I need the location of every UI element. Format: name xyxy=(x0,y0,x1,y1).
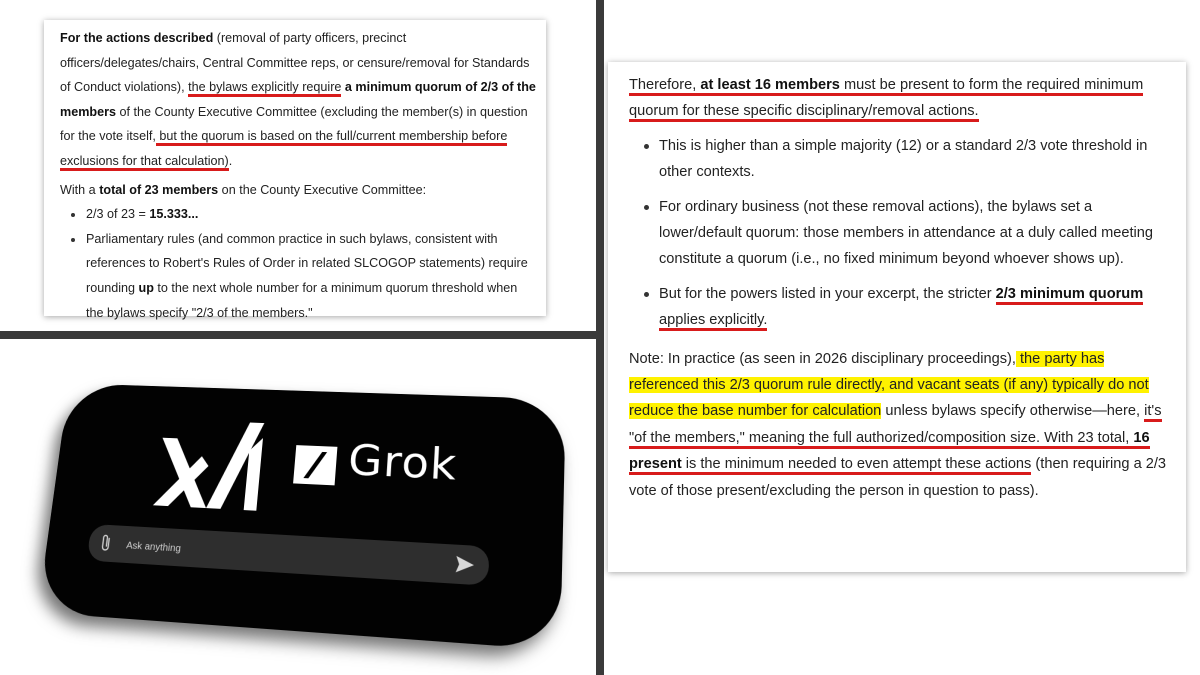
text-run: but the quorum is based on the full/current membership before exclusions for that calculation) xyxy=(60,129,507,171)
list-item xyxy=(629,133,1177,186)
horizontal-divider xyxy=(0,331,598,339)
ask-bar[interactable] xyxy=(87,524,490,586)
send-icon[interactable] xyxy=(456,556,475,574)
conclusion-paragraph xyxy=(629,72,1177,125)
text-run: But for the powers listed in your excerpt, the stricter xyxy=(659,285,996,302)
paperclip-icon[interactable] xyxy=(99,533,113,553)
text-run: it's "of the members," meaning the full authorized/composition size. With 23 total, xyxy=(629,403,1162,448)
total-members-paragraph xyxy=(60,178,538,203)
text-run: Therefore, xyxy=(629,77,700,96)
text-run: the bylaws explicitly require xyxy=(188,80,341,97)
text-run: is the minimum needed to even attempt these actions xyxy=(682,456,1032,475)
quorum-rule-paragraph xyxy=(60,26,538,174)
text-run: 2/3 minimum quorum xyxy=(996,286,1144,305)
text-run: Note: In practice (as seen in 2026 disciplinary proceedings), xyxy=(629,350,1016,367)
list-item xyxy=(629,281,1177,334)
ask-input[interactable] xyxy=(123,535,436,576)
grok-wordmark: Grok xyxy=(346,435,459,491)
text-run: This is higher than a simple majority (12) or a standard 2/3 vote threshold in other contexts. xyxy=(659,137,1148,181)
xai-logo-icon xyxy=(153,419,276,511)
text-run: . xyxy=(228,153,233,168)
list-item xyxy=(60,227,538,325)
grok-logo-icon xyxy=(293,445,337,485)
text-run: of the County Executive Committee (excluding the member(s) in question for the vote itself, xyxy=(60,104,528,144)
text-run: the party has referenced this 2/3 quorum rule directly, and vacant seats (if any) typically do not reduce the base number for calculation xyxy=(629,350,1149,420)
text-run: applies explicitly. xyxy=(659,312,767,331)
text-run: Parliamentary rules (and common practice in such bylaws, consistent with references to Robert's Rules of Order in related SLCOGOP statements) require rounding xyxy=(86,231,528,295)
grok-branding-card xyxy=(37,383,565,650)
list-item xyxy=(629,194,1177,273)
text-run: must be present to form the required minimum quorum for these specific disciplinary/removal actions. xyxy=(629,77,1143,122)
list-item xyxy=(60,202,538,227)
text-run: total of 23 members xyxy=(99,182,219,197)
text-run: (then requiring a 2/3 vote of those present/excluding the person in question to pass). xyxy=(629,456,1167,499)
text-run: For ordinary business (not these removal actions), the bylaws set a lower/default quorum: those members in attendance at a duly called meeting constitute a quorum (i.e., no fixed minimum beyond whoever shows up). xyxy=(659,198,1154,268)
note-paragraph xyxy=(629,346,1177,504)
conclusion-list xyxy=(629,133,1177,334)
text-run: 2/3 of 23 = xyxy=(86,207,150,222)
text-run: up xyxy=(138,280,154,295)
text-run: 16 present xyxy=(629,430,1150,475)
text-run: on the County Executive Committee: xyxy=(218,182,427,197)
text-run: 15.333... xyxy=(149,207,199,222)
text-run: With a xyxy=(60,182,100,197)
text-run: (removal of party officers, precinct officers/delegates/chairs, Central Committee reps, or censure/removal for Standards of Conduct violations), xyxy=(60,31,530,95)
calculation-list xyxy=(60,202,538,325)
text-run: For the actions described xyxy=(60,31,214,45)
text-run: a minimum quorum of 2/3 of the members xyxy=(60,80,536,119)
text-run: to the next whole number for a minimum quorum threshold when the bylaws specify "2/3 of the members." xyxy=(86,280,518,320)
text-run: at least 16 members xyxy=(700,77,840,96)
quorum-conclusion-card xyxy=(608,62,1186,572)
text-run: unless bylaws specify otherwise—here, xyxy=(881,403,1145,420)
bylaws-excerpt-card xyxy=(44,20,546,320)
